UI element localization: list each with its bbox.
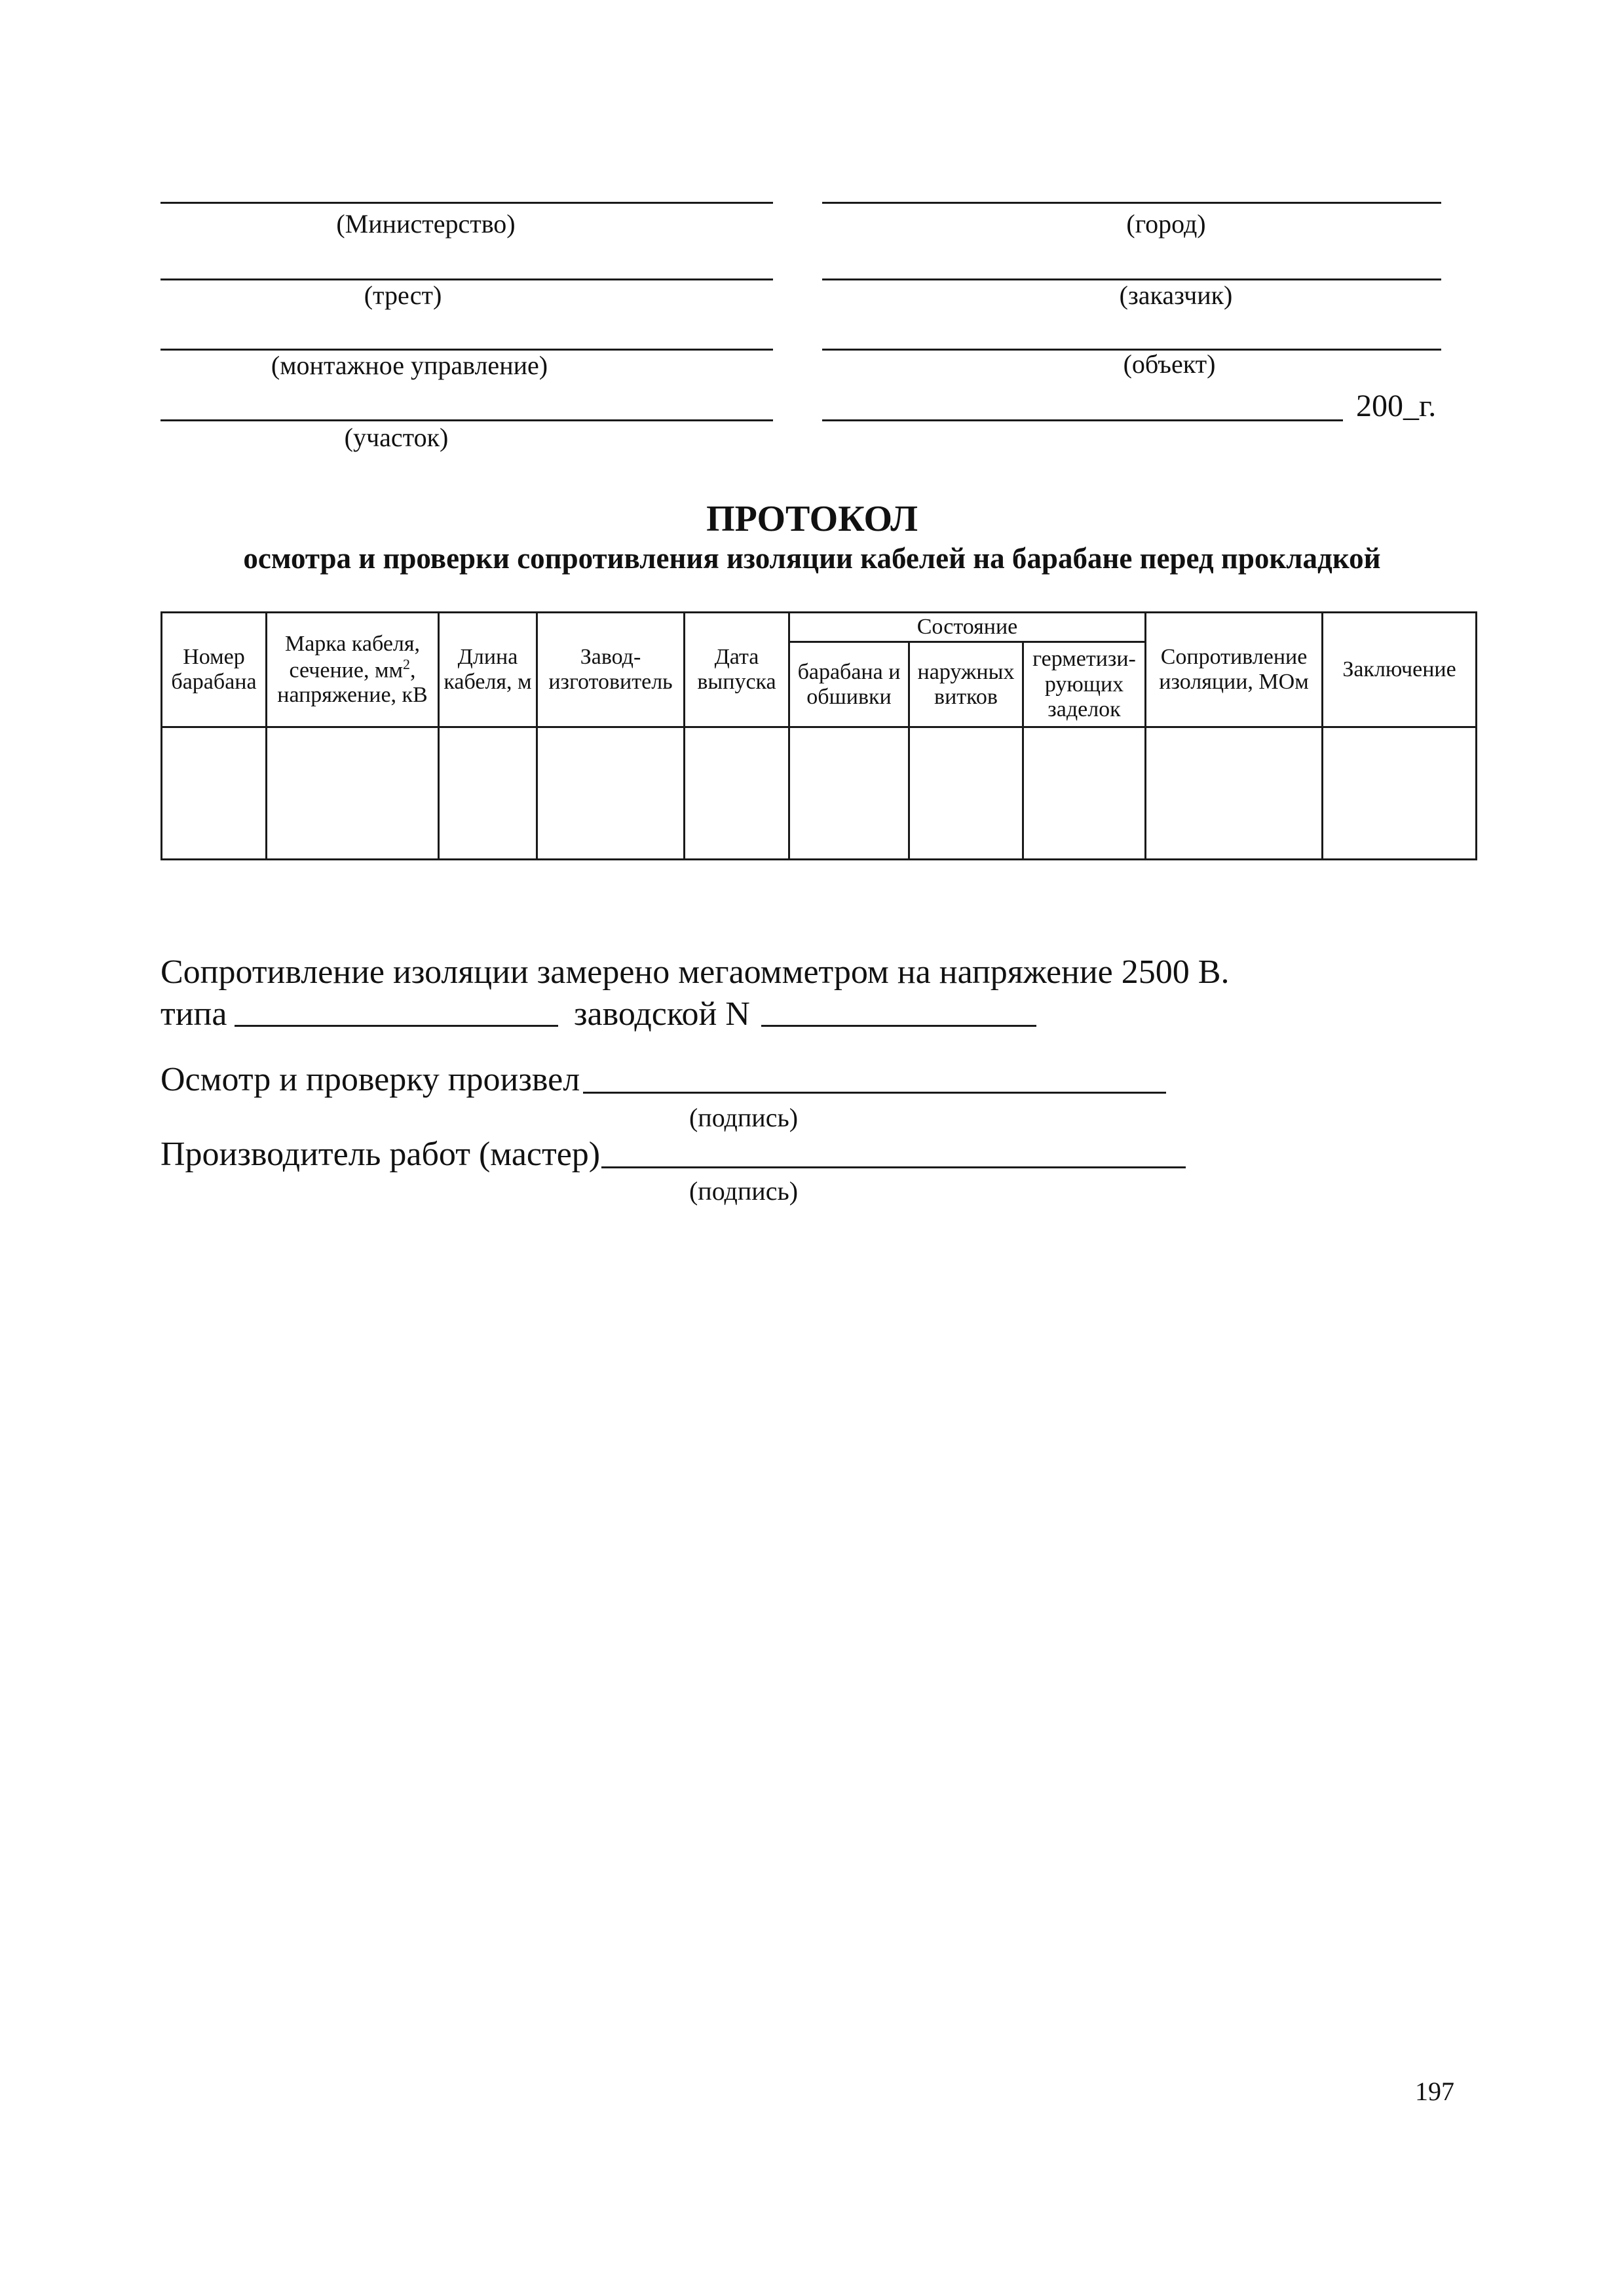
cable-brand-line1: Марка кабеля, [284, 631, 421, 656]
cell [789, 727, 909, 860]
signature-caption-2: (подпись) [689, 1176, 799, 1206]
section-line [161, 419, 773, 421]
cell [267, 727, 439, 860]
cable-brand-line3: напряжение, кВ [277, 683, 428, 708]
measurement-line: Сопротивление изоляции замерено мегаомметром на напряжение 2500 В. [161, 953, 1230, 991]
cable-brand-sup: 2 [402, 655, 410, 672]
management-caption: (монтажное управление) [271, 351, 548, 380]
year-suffix: 200_г. [1356, 389, 1437, 423]
col-condition-group: Состояние [789, 613, 1146, 642]
document-title: ПРОТОКОЛ [706, 499, 918, 539]
cell [162, 727, 267, 860]
col-conclusion: Заключение [1323, 613, 1477, 727]
ministry-line [161, 202, 773, 204]
serial-label: заводской N [574, 995, 750, 1033]
document-subtitle: осмотра и проверки сопротивления изоляции кабелей на барабане перед прокладкой [243, 542, 1381, 575]
customer-caption: (заказчик) [1119, 280, 1233, 310]
signature-caption-1: (подпись) [689, 1103, 799, 1132]
col-release-date: Дата выпуска [685, 613, 789, 727]
type-blank [235, 1025, 558, 1027]
cable-brand-line2a: сечение, мм [289, 658, 403, 683]
cell [537, 727, 685, 860]
col-drum-number: Номер барабана [162, 613, 267, 727]
col-manufacturer: Завод-изготовитель [537, 613, 685, 727]
col-cable-brand [267, 613, 439, 727]
inspection-table [161, 611, 1477, 860]
cell [685, 727, 789, 860]
col-insulation-resistance: Сопротивление изоляции, МОм [1146, 613, 1323, 727]
cell [1023, 727, 1146, 860]
ministry-caption: (Министерство) [336, 209, 516, 239]
trust-line [161, 278, 773, 280]
col-condition-turns: наружных витков [909, 642, 1023, 727]
col-condition-seals: герметизи-рующих заделок [1023, 642, 1146, 727]
col-condition-drum: барабана и обшивки [789, 642, 909, 727]
cell [1146, 727, 1323, 860]
city-caption: (город) [1126, 209, 1206, 239]
cable-brand-line2b: , [409, 658, 416, 683]
object-caption: (объект) [1123, 349, 1216, 379]
col-cable-length: Длина кабеля, м [439, 613, 537, 727]
city-line [822, 202, 1441, 204]
cell [1323, 727, 1477, 860]
page-number: 197 [1415, 2077, 1454, 2106]
inspector-signature-line [583, 1092, 1166, 1094]
trust-caption: (трест) [364, 280, 442, 310]
table-row-empty [162, 727, 1477, 860]
foreman-label: Производитель работ (мастер) [161, 1136, 601, 1173]
date-line [822, 419, 1343, 421]
type-label: типа [161, 995, 227, 1033]
section-caption: (участок) [344, 423, 449, 452]
cell [439, 727, 537, 860]
inspected-by-label: Осмотр и проверку произвел [161, 1061, 580, 1098]
cell [909, 727, 1023, 860]
foreman-signature-line [601, 1166, 1186, 1168]
serial-blank [761, 1025, 1036, 1027]
